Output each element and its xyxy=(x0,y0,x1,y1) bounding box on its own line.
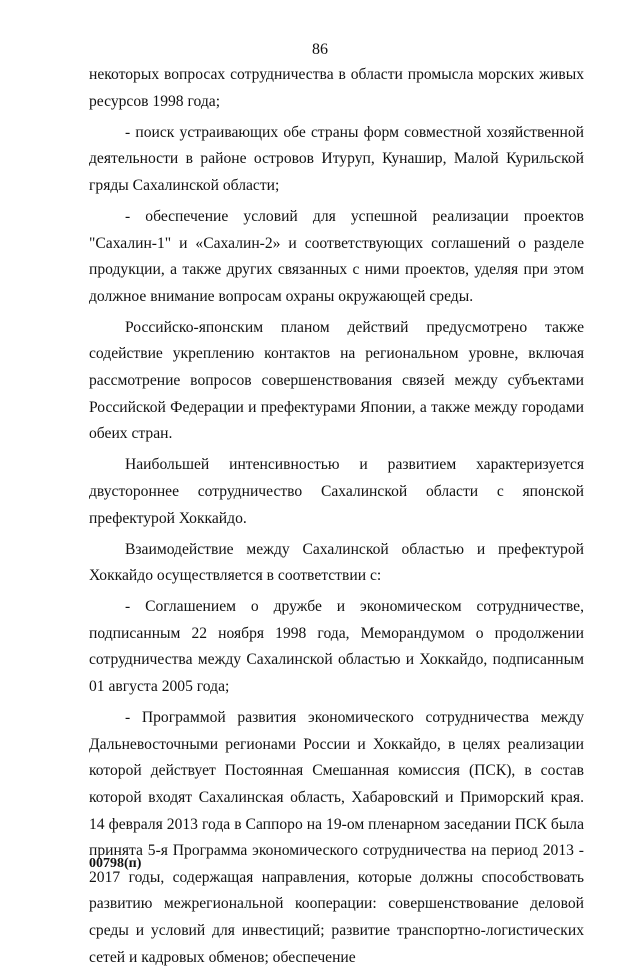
paragraph-5: Наибольшей интенсивностью и развитием характеризуется двустороннее сотрудничество Сахалинской области с японской префектурой Хоккайдо. xyxy=(89,456,584,527)
document-code: 00798(п) xyxy=(89,856,142,871)
paragraph-4: Российско-японским планом действий предусмотрено также содействие укреплению контактов на региональном уровне, включая рассмотрение вопросов совершенствования связей между субъектами Российской Федерации и префектурами Японии, а также между городами обеих стран. xyxy=(89,318,584,443)
paragraph-7: - Соглашением о дружбе и экономическом сотрудничестве, подписанным 22 ноября 1998 года, Меморандумом о продолжении сотрудничества между Сахалинской областью и Хоккайдо, подписанным 01 августа 2005 года; xyxy=(89,598,584,696)
paragraph-1: некоторых вопросах сотрудничества в области промысла морских живых ресурсов 1998 года; xyxy=(89,66,584,110)
page-number: 86 xyxy=(312,41,328,58)
paragraph-2: - поиск устраивающих обе страны форм совместной хозяйственной деятельности в районе островов Итуруп, Кунашир, Малой Курильской гряды Сахалинской области; xyxy=(89,123,584,194)
paragraph-6: Взаимодействие между Сахалинской областью и префектурой Хоккайдо осуществляется в соответствии с: xyxy=(89,540,584,585)
paragraph-3: - обеспечение условий для успешной реализации проектов "Сахалин-1" и «Сахалин-2» и соответствующих соглашений о разделе продукции, а также других связанных с ними проектов, уделяя при этом должное внимание вопросам охраны окружающей среды. xyxy=(89,207,584,305)
document-body xyxy=(89,62,584,971)
paragraph-8: - Программой развития экономического сотрудничества между Дальневосточными регионами России и Хоккайдо, в целях реализации которой действует Постоянная Смешанная комиссия (ПСК), в состав которой входят Сахалинская область, Хабаровский и Приморский края. 14 февраля 2013 года в Саппоро на 19-ом пленарном заседании ПСК была принята 5-я Программа экономического сотрудничества на период 2013 - 2017 годы, содержащая направления, которые должны способствовать развитию межрегиональной кооперации: совершенствование деловой среды и условий для инвестиций; развитие транспортно-логистических сетей и кадровых обменов; обеспечение xyxy=(89,709,584,966)
